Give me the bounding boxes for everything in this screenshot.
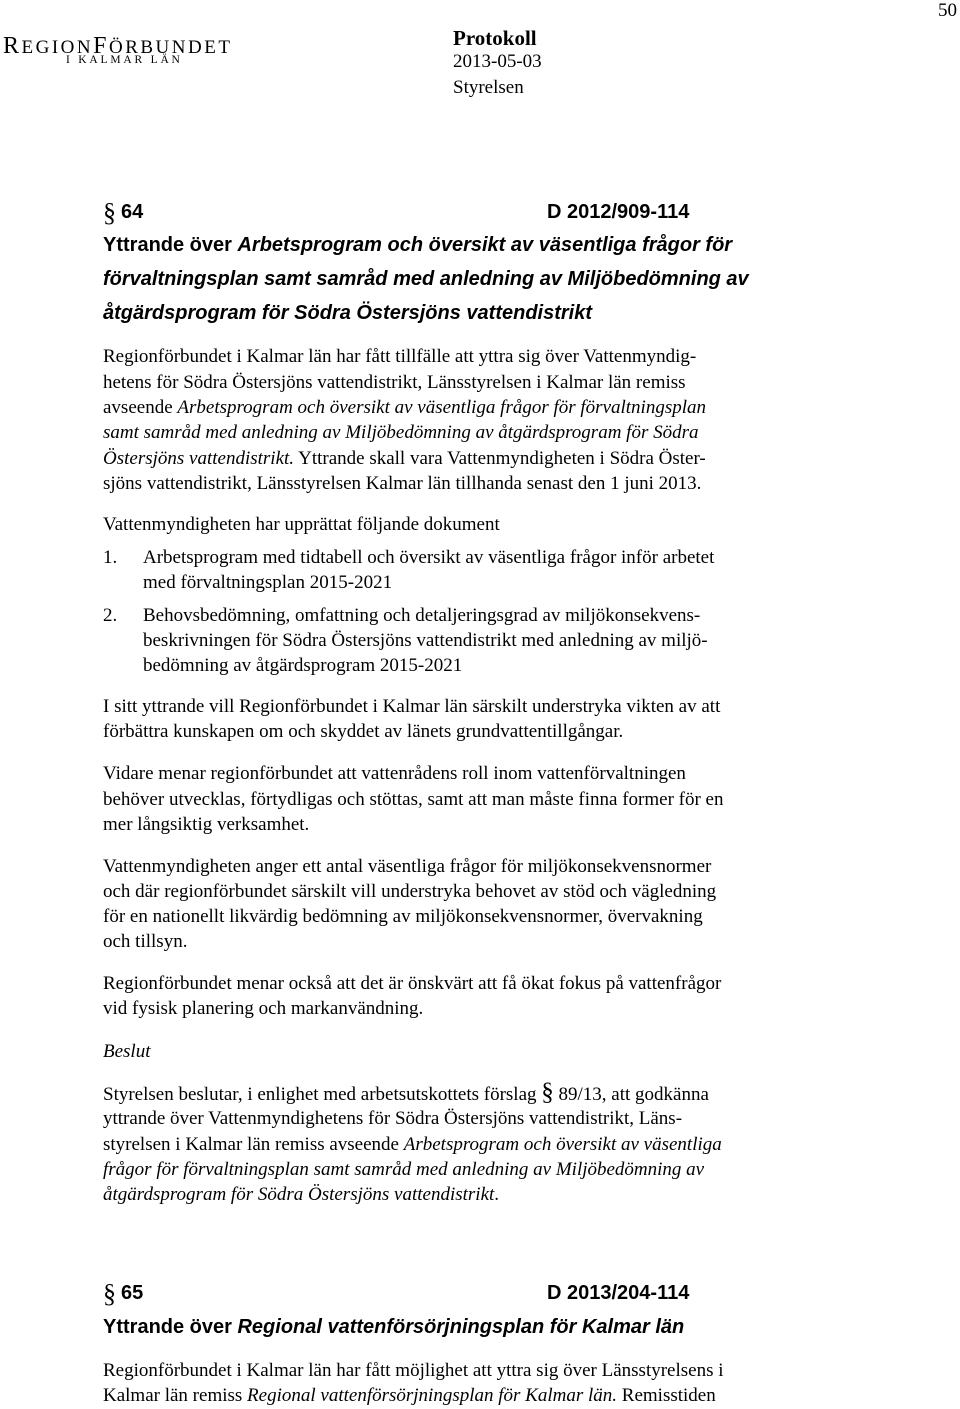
decision-line: frågor för förvaltningsplan samt samråd med anledning av Miljöbedömning av — [103, 1159, 705, 1180]
section-title-line: åtgärdsprogram för Södra Östersjöns vattendistrikt — [103, 302, 593, 324]
list-item-line: bedömning av åtgärdsprogram 2015-2021 — [143, 655, 463, 676]
decision-line: styrelsen i Kalmar län remiss avseende Arbetsprogram och översikt av väsentliga — [103, 1134, 722, 1155]
section-title-line: Yttrande över Arbetsprogram och översikt av väsentliga frågor för — [103, 234, 733, 256]
paragraph-line: Regionförbundet menar också att det är önskvärt att få ökat fokus på vattenfrågor — [103, 973, 722, 994]
decision-line: yttrande över Vattenmyndighetens för Södra Östersjöns vattendistrikt, Läns- — [103, 1108, 683, 1129]
section-number: 64 — [121, 201, 144, 223]
list-item-line: med förvaltningsplan 2015-2021 — [143, 572, 393, 593]
paragraph-line: vid fysisk planering och markanvändning. — [103, 998, 424, 1019]
document-date: 2013-05-03 — [453, 51, 542, 72]
paragraph-line: hetens för Södra Östersjöns vattendistrikt, Länsstyrelsen i Kalmar län remiss — [103, 372, 686, 393]
paragraph-line: för en nationellt likvärdig bedömning av miljökonsekvensnormer, övervakning — [103, 906, 703, 927]
document-type: Protokoll — [453, 26, 537, 50]
list-item-line: beskrivningen för Södra Östersjöns vattendistrikt med anledning av miljö- — [143, 630, 708, 651]
list-item-number: 1. — [103, 547, 118, 568]
paragraph-line: och tillsyn. — [103, 931, 188, 952]
organization-logo-subtitle: I KALMAR LÄN — [66, 54, 183, 66]
paragraph-line: avseende Arbetsprogram och översikt av väsentliga frågor för förvaltningsplan — [103, 397, 707, 418]
decision-line: Styrelsen beslutar, i enlighet med arbetsutskottets förslag § 89/13, att godkänna — [103, 1079, 709, 1106]
section-diarie-number: D 2013/204-114 — [547, 1282, 690, 1304]
decision-heading: Beslut — [103, 1041, 151, 1062]
list-item-line: Behovsbedömning, omfattning och detaljeringsgrad av miljökonsekvens- — [143, 605, 701, 626]
paragraph-line: förbättra kunskapen om och skyddet av länets grundvattentillgångar. — [103, 721, 624, 742]
list-item-line: Arbetsprogram med tidtabell och översikt av väsentliga frågor inför arbetet — [143, 547, 715, 568]
documents-intro: Vattenmyndigheten har upprättat följande dokument — [103, 514, 500, 535]
paragraph-line: sjöns vattendistrikt, Länsstyrelsen Kalmar län tillhanda senast den 1 juni 2013. — [103, 473, 702, 494]
paragraph-line: och där regionförbundet särskilt vill understryka behovet av stöd och vägledning — [103, 881, 717, 902]
decision-line: åtgärdsprogram för Södra Östersjöns vattendistrikt. — [103, 1184, 500, 1205]
list-item-number: 2. — [103, 605, 118, 626]
section-title-line: Yttrande över Regional vattenförsörjningsplan för Kalmar län — [103, 1316, 685, 1338]
organization-logo-name: REGIONFÖRBUNDET — [3, 33, 233, 59]
paragraph-line: Vidare menar regionförbundet att vattenrådens roll inom vattenförvaltningen — [103, 763, 686, 784]
section-symbol: § — [103, 198, 116, 227]
paragraph-line: Kalmar län remiss Regional vattenförsörjningsplan för Kalmar län. Remisstiden — [103, 1385, 716, 1406]
section-number: 65 — [121, 1282, 144, 1304]
paragraph-line: mer långsiktig verksamhet. — [103, 814, 310, 835]
paragraph-line: Vattenmyndigheten anger ett antal väsentliga frågor för miljökonsekvensnormer — [103, 856, 712, 877]
section-diarie-number: D 2012/909-114 — [547, 201, 690, 223]
paragraph-line: Regionförbundet i Kalmar län har fått tillfälle att yttra sig över Vattenmyndig- — [103, 346, 697, 367]
section-title-line: förvaltningsplan samt samråd med anledning av Miljöbedömning av — [103, 268, 749, 290]
section-symbol: § — [103, 1279, 116, 1308]
document-body: Styrelsen — [453, 77, 524, 98]
paragraph-line: samt samråd med anledning av Miljöbedömning av åtgärdsprogram för Södra — [103, 422, 699, 443]
paragraph-line: I sitt yttrande vill Regionförbundet i Kalmar län särskilt understryka vikten av att — [103, 696, 721, 717]
paragraph-line: behöver utvecklas, förtydligas och stöttas, samt att man måste finna former för en — [103, 789, 724, 810]
paragraph-line: Östersjöns vattendistrikt. Yttrande skall vara Vattenmyndigheten i Södra Öster- — [103, 448, 706, 469]
paragraph-line: Regionförbundet i Kalmar län har fått möjlighet att yttra sig över Länsstyrelsens i — [103, 1360, 724, 1381]
page-number: 50 — [938, 0, 957, 21]
